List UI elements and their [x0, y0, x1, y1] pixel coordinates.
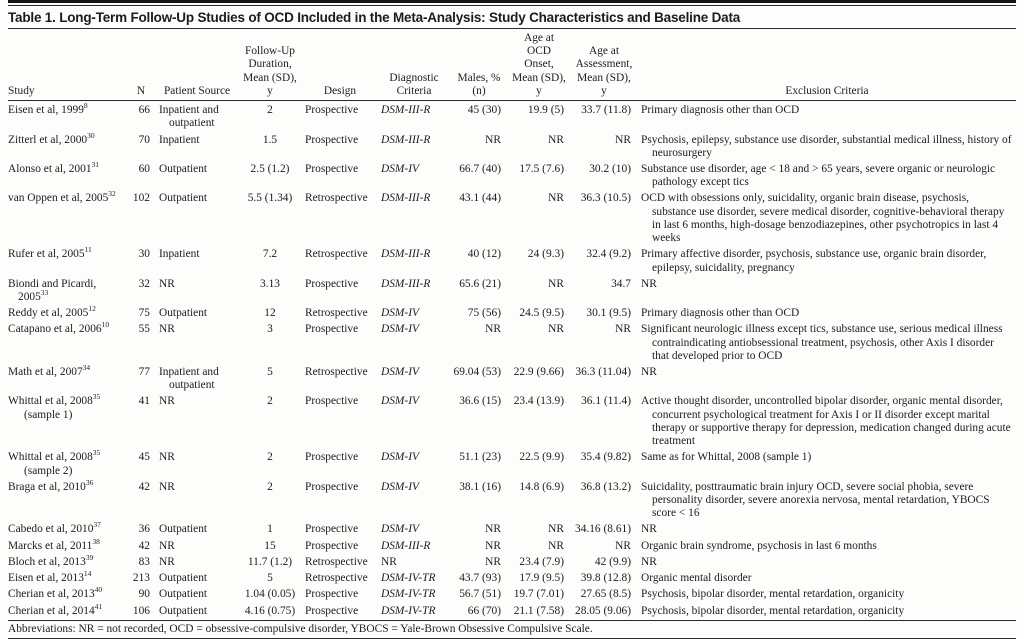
table-row	[8, 322, 1016, 365]
study-name: Marcks et al, 2011	[8, 539, 93, 552]
cell-design: Prospective	[305, 323, 359, 336]
cell-source: Outpatient	[159, 588, 208, 601]
cell-assessment: 35.4 (9.82)	[580, 451, 631, 464]
cell-study	[8, 554, 126, 570]
cell-onset: 22.5 (9.9)	[519, 451, 564, 464]
table-row	[8, 247, 1016, 276]
cell-duration: 5.5 (1.34)	[247, 192, 293, 205]
study-name: Braga et al, 2010	[8, 480, 86, 493]
cell-design: Prospective	[305, 539, 359, 552]
cell-n: 30	[138, 248, 150, 261]
cell-source: Outpatient	[159, 162, 208, 175]
citation-superscript: 38	[92, 536, 100, 546]
study-name: Catapano et al, 2006	[8, 323, 102, 336]
table-body	[8, 101, 1016, 620]
cell-exclusion: Primary diagnosis other than OCD	[641, 307, 800, 320]
cell-design: Prospective	[305, 480, 359, 493]
citation-superscript: 14	[83, 569, 92, 579]
cell-n: 55	[138, 323, 150, 336]
table-row	[8, 394, 1016, 450]
cell-males: 51.1 (23)	[459, 451, 501, 464]
table-row	[8, 450, 1016, 479]
cell-source: NR	[159, 323, 175, 336]
cell-source: Outpatient	[159, 604, 208, 617]
cell-duration: 3.13	[260, 277, 280, 290]
cell-assessment: 32.4 (9.2)	[586, 248, 631, 261]
cell-duration: 2	[267, 104, 273, 117]
cell-n: 102	[132, 192, 150, 205]
study-name: Zitterl et al, 2000	[8, 133, 88, 146]
cell-exclusion: Psychosis, epilepsy, substance use disorder, substantial medical illness, history of neurosurgery	[641, 133, 1012, 159]
cell-assessment: 36.1 (11.4)	[581, 395, 631, 408]
header-males: Males, % (n)	[450, 29, 508, 101]
abbreviations-footnote: Abbreviations: NR = not recorded, OCD = obsessive-compulsive disorder, YBOCS = Yale-Brown Obsessive Compulsive Scale.	[8, 623, 593, 636]
table-row	[8, 554, 1016, 570]
cell-study	[8, 538, 126, 554]
cell-assessment: 34.7	[611, 277, 631, 290]
cell-design: Prospective	[305, 104, 359, 117]
cell-males: 66 (70)	[467, 604, 501, 617]
study-name: Eisen et al, 2013	[8, 572, 84, 585]
header-n: N	[126, 29, 156, 101]
cell-source: Inpatient	[159, 133, 200, 146]
cell-males: 43.1 (44)	[459, 192, 501, 205]
cell-design: Retrospective	[305, 307, 368, 320]
cell-assessment: 33.7 (11.8)	[581, 104, 631, 117]
cell-duration: 1	[267, 523, 273, 536]
table-row	[8, 603, 1016, 619]
header-age-assessment: Age at Assessment, Mean (SD), y	[570, 29, 638, 101]
cell-duration: 2.5 (1.2)	[250, 162, 290, 175]
study-sample-note: (sample 2)	[24, 464, 73, 477]
cell-source: NR	[159, 555, 175, 568]
cell-n: 60	[138, 162, 150, 175]
cell-study	[8, 365, 126, 394]
cell-exclusion: Substance use disorder, age < 18 and > 65 years, severe organic or neurologic pathology except tics	[641, 162, 996, 189]
cell-design: Prospective	[305, 277, 359, 290]
table-row	[8, 587, 1016, 603]
study-name: Rufer et al, 2005	[8, 248, 85, 261]
cell-design: Retrospective	[305, 366, 368, 379]
cell-criteria: DSM-IV	[381, 523, 419, 536]
table-row	[8, 132, 1016, 161]
citation-superscript: 36	[85, 477, 94, 487]
cell-onset: 21.1 (7.58)	[513, 604, 564, 617]
cell-design: Retrospective	[305, 572, 368, 585]
cell-n: 36	[138, 523, 150, 536]
cell-assessment: NR	[615, 133, 631, 146]
cell-males: 40 (12)	[467, 248, 501, 261]
cell-exclusion: NR	[641, 366, 657, 379]
cell-assessment: NR	[615, 323, 631, 336]
table-row	[8, 276, 1016, 305]
cell-design: Prospective	[305, 162, 359, 175]
cell-males: NR	[485, 523, 501, 536]
cell-duration: 1.5	[262, 133, 278, 146]
study-name: Whittal et al, 2008	[8, 395, 93, 408]
table-row	[8, 571, 1016, 587]
citation-superscript: 30	[87, 130, 95, 140]
cell-design: Prospective	[305, 451, 359, 464]
cell-duration: 5	[267, 366, 273, 379]
citation-superscript: 8	[83, 101, 88, 111]
cell-males: NR	[485, 539, 501, 552]
cell-duration: 5	[267, 572, 273, 585]
cell-study	[8, 450, 126, 479]
table-title: Table 1. Long-Term Follow-Up Studies of OCD Included in the Meta-Analysis: Study Characteristics and Baseline Data	[8, 6, 1016, 29]
study-name: Bloch et al, 2013	[8, 555, 86, 568]
cell-study	[8, 247, 126, 276]
cell-criteria: DSM-IV	[381, 366, 419, 379]
cell-males: 65.6 (21)	[459, 277, 501, 290]
table-row	[8, 522, 1016, 538]
cell-design: Prospective	[305, 604, 359, 617]
cell-exclusion: NR	[641, 277, 657, 290]
citation-superscript: 32	[108, 189, 116, 199]
cell-assessment: 28.05 (9.06)	[575, 604, 631, 617]
study-name: Biondi and Picardi, 2005	[8, 277, 97, 303]
table-row	[8, 191, 1016, 247]
cell-exclusion: Psychosis, bipolar disorder, mental retardation, organicity	[641, 604, 905, 617]
cell-design: Prospective	[305, 395, 359, 408]
cell-exclusion: Same as for Whittal, 2008 (sample 1)	[641, 451, 812, 464]
cell-n: 42	[138, 539, 150, 552]
cell-duration: 2	[267, 480, 273, 493]
cell-onset: NR	[548, 523, 564, 536]
cell-source: Outpatient	[159, 572, 208, 585]
citation-superscript: 34	[82, 363, 91, 373]
cell-study	[8, 101, 126, 132]
cell-exclusion: Organic mental disorder	[641, 572, 752, 585]
cell-males: 43.7 (93)	[459, 572, 501, 585]
cell-exclusion: NR	[641, 523, 657, 536]
cell-study	[8, 479, 126, 522]
cell-assessment: 36.3 (10.5)	[580, 192, 631, 205]
cell-n: 42	[138, 480, 150, 493]
cell-onset: 19.9 (5)	[527, 104, 564, 117]
header-age-onset: Age at OCD Onset, Mean (SD), y	[508, 29, 570, 101]
header-patient-source: Patient Source	[156, 29, 238, 101]
study-sample-note: (sample 1)	[24, 408, 73, 421]
cell-males: 45 (30)	[467, 104, 501, 117]
citation-superscript: 33	[40, 288, 49, 298]
cell-onset: 14.8 (6.9)	[519, 480, 564, 493]
cell-study	[8, 322, 126, 365]
cell-duration: 3	[267, 323, 273, 336]
cell-exclusion: OCD with obsessions only, suicidality, organic brain disease, psychosis, substance use disorder, severe medical disorder, cognitive-behavioral therapy in last 6 months, high-dosage benzodiazepines, other psychotropics in last 4 weeks	[641, 192, 1005, 245]
study-name: Reddy et al, 2005	[8, 307, 89, 320]
cell-assessment: 36.3 (11.04)	[575, 366, 631, 379]
cell-onset: 23.4 (7.9)	[519, 555, 564, 568]
cell-onset: NR	[548, 192, 564, 205]
cell-study	[8, 306, 126, 322]
cell-duration: 2	[267, 451, 273, 464]
cell-design: Prospective	[305, 133, 359, 146]
cell-criteria: DSM-III-R	[381, 539, 431, 552]
cell-males: 66.7 (40)	[459, 162, 501, 175]
cell-n: 45	[138, 451, 150, 464]
cell-source: Inpatient and outpatient	[159, 366, 219, 392]
cell-males: 36.6 (15)	[459, 395, 501, 408]
cell-design: Retrospective	[305, 555, 368, 568]
study-name: Eisen et al, 1999	[8, 104, 84, 117]
cell-exclusion: NR	[641, 555, 657, 568]
cell-study	[8, 603, 126, 619]
cell-onset: NR	[548, 133, 564, 146]
study-name: Alonso et al, 2001	[8, 162, 92, 175]
study-name: Cherian et al, 2014	[8, 604, 95, 617]
table-header	[8, 29, 1016, 101]
cell-criteria: DSM-IV	[381, 395, 419, 408]
citation-superscript: 41	[94, 601, 103, 611]
cell-assessment: 30.2 (10)	[589, 162, 631, 175]
cell-duration: 4.16 (0.75)	[244, 604, 296, 617]
cell-source: Inpatient	[159, 248, 200, 261]
cell-n: 90	[138, 588, 150, 601]
cell-study	[8, 191, 126, 247]
cell-n: 83	[138, 555, 150, 568]
cell-source: Outpatient	[159, 523, 208, 536]
cell-criteria: DSM-IV-TR	[381, 588, 436, 601]
header-study: Study	[8, 29, 126, 101]
cell-onset: NR	[548, 539, 564, 552]
cell-study	[8, 571, 126, 587]
citation-superscript: 35	[92, 448, 101, 458]
cell-source: NR	[159, 539, 175, 552]
cell-criteria: DSM-IV	[381, 323, 419, 336]
cell-duration: 12	[264, 307, 276, 320]
cell-onset: NR	[548, 277, 564, 290]
cell-design: Retrospective	[305, 248, 368, 261]
cell-males: NR	[485, 555, 501, 568]
study-name: Whittal et al, 2008	[8, 451, 93, 464]
table-row	[8, 101, 1016, 132]
cell-n: 41	[138, 395, 150, 408]
cell-onset: 17.5 (7.6)	[519, 162, 564, 175]
cell-onset: 24 (9.3)	[527, 248, 564, 261]
cell-duration: 2	[267, 395, 273, 408]
citation-superscript: 12	[88, 304, 96, 314]
cell-criteria: DSM-III-R	[381, 104, 431, 117]
cell-criteria: DSM-III-R	[381, 248, 431, 261]
cell-exclusion: Active thought disorder, uncontrolled bipolar disorder, organic mental disorder, concurrent psychological treatment for Axis I or II disorder except marital therapy or supportive therapy for depression, medication changed during acute treatment	[641, 395, 1011, 448]
footnote-rule	[8, 620, 1016, 639]
cell-study	[8, 522, 126, 538]
citation-superscript: 37	[93, 520, 101, 530]
cell-onset: 23.4 (13.9)	[513, 395, 564, 408]
cell-exclusion: Primary diagnosis other than OCD	[641, 104, 800, 117]
cell-source: NR	[159, 480, 175, 493]
cell-study	[8, 276, 126, 305]
header-design: Design	[302, 29, 378, 101]
header-row	[8, 29, 1016, 101]
cell-criteria: DSM-IV	[381, 451, 419, 464]
citation-superscript: 35	[92, 392, 101, 402]
cell-duration: 15	[264, 539, 276, 552]
cell-study	[8, 587, 126, 603]
cell-design: Prospective	[305, 523, 359, 536]
cell-criteria: DSM-III-R	[381, 192, 431, 205]
cell-criteria: DSM-IV-TR	[381, 604, 436, 617]
cell-assessment: 36.8 (13.2)	[580, 480, 631, 493]
cell-source: NR	[159, 277, 175, 290]
cell-exclusion: Significant neurologic illness except tics, substance use, serious medical illness contraindicating antiobsessional treatment, psychosis, other Axis I disorder that developed prior to OCD	[641, 323, 1003, 362]
table-row	[8, 365, 1016, 394]
cell-source: NR	[159, 451, 175, 464]
cell-duration: 1.04 (0.05)	[244, 588, 296, 601]
cell-n: 106	[132, 604, 150, 617]
cell-criteria: DSM-IV	[381, 480, 419, 493]
cell-onset: 24.5 (9.5)	[519, 307, 564, 320]
cell-assessment: 39.8 (12.8)	[580, 572, 631, 585]
cell-source: Inpatient and outpatient	[159, 104, 219, 130]
header-exclusion-criteria: Exclusion Criteria	[638, 29, 1016, 101]
cell-males: 56.7 (51)	[459, 588, 501, 601]
cell-onset: 22.9 (9.66)	[513, 366, 564, 379]
table-row	[8, 538, 1016, 554]
citation-superscript: 40	[94, 585, 103, 595]
cell-n: 75	[138, 307, 150, 320]
cell-n: 70	[138, 133, 150, 146]
study-characteristics-table	[8, 29, 1016, 619]
cell-exclusion: Suicidality, posttraumatic brain injury OCD, severe social phobia, severe personality disorder, severe anorexia nervosa, mental retardation, YBOCS score < 16	[641, 480, 990, 520]
citation-superscript: 10	[101, 320, 110, 330]
cell-criteria: DSM-III-R	[381, 277, 431, 290]
study-name: Cabedo et al, 2010	[8, 523, 94, 536]
citation-superscript: 31	[91, 160, 100, 170]
cell-design: Prospective	[305, 588, 359, 601]
study-name: Cherian et al, 2013	[8, 588, 95, 601]
cell-males: NR	[485, 133, 501, 146]
cell-criteria: DSM-III-R	[381, 133, 431, 146]
header-diagnostic-criteria: Diagnostic Criteria	[378, 29, 450, 101]
table-row	[8, 161, 1016, 190]
cell-n: 66	[138, 104, 150, 117]
cell-source: NR	[159, 395, 175, 408]
cell-criteria: DSM-IV-TR	[381, 572, 436, 585]
cell-males: 38.1 (16)	[459, 480, 501, 493]
cell-onset: 17.9 (9.5)	[519, 572, 564, 585]
cell-assessment: 30.1 (9.5)	[586, 307, 631, 320]
cell-exclusion: Primary affective disorder, psychosis, substance use, organic brain disorder, epilepsy, suicidality, pregnancy	[641, 248, 987, 274]
cell-study	[8, 161, 126, 190]
cell-source: Outpatient	[159, 307, 208, 320]
cell-study	[8, 132, 126, 161]
cell-criteria: DSM-IV	[381, 162, 419, 175]
study-name: van Oppen et al, 2005	[8, 192, 109, 205]
cell-assessment: 34.16 (8.61)	[575, 523, 631, 536]
study-name: Math et al, 2007	[8, 366, 83, 379]
cell-n: 213	[132, 572, 150, 585]
table-row	[8, 306, 1016, 322]
citation-superscript: 39	[85, 553, 94, 563]
cell-duration: 7.2	[262, 248, 278, 261]
citation-superscript: 11	[84, 245, 92, 255]
cell-onset: NR	[548, 323, 564, 336]
cell-duration: 11.7 (1.2)	[247, 555, 293, 568]
cell-assessment: 42 (9.9)	[594, 555, 631, 568]
table-row	[8, 479, 1016, 522]
cell-onset: 19.7 (7.01)	[513, 588, 564, 601]
cell-males: 75 (56)	[467, 307, 501, 320]
cell-exclusion: Organic brain syndrome, psychosis in last 6 months	[641, 539, 877, 552]
cell-criteria: DSM-IV	[381, 307, 419, 320]
cell-assessment: 27.65 (8.5)	[580, 588, 631, 601]
header-followup-duration: Follow-Up Duration, Mean (SD), y	[238, 29, 302, 101]
cell-males: NR	[485, 323, 501, 336]
cell-n: 77	[138, 366, 150, 379]
cell-study	[8, 394, 126, 450]
cell-males: 69.04 (53)	[453, 366, 501, 379]
cell-criteria: NR	[381, 555, 397, 568]
cell-source: Outpatient	[159, 192, 208, 205]
cell-n: 32	[138, 277, 150, 290]
cell-assessment: NR	[615, 539, 631, 552]
cell-design: Retrospective	[305, 192, 368, 205]
cell-exclusion: Psychosis, bipolar disorder, mental retardation, organicity	[641, 588, 905, 601]
